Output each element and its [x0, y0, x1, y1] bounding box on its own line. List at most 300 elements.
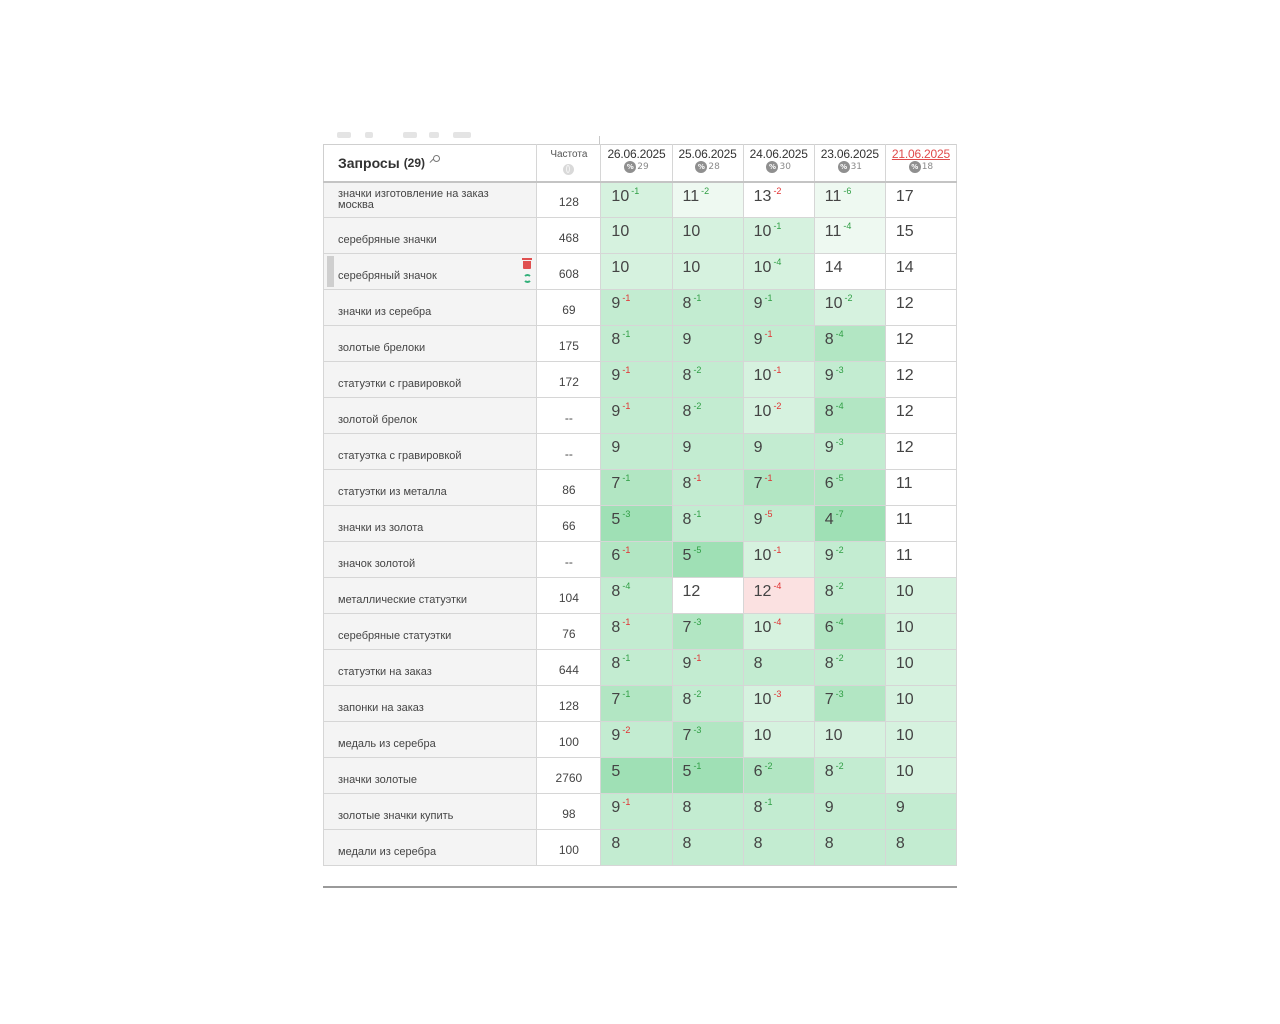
position-value-wrap: [896, 259, 914, 277]
position-cell[interactable]: [814, 254, 885, 290]
queries-count: (29): [403, 155, 426, 170]
position-value-wrap: [683, 835, 692, 853]
position-cell[interactable]: [601, 182, 672, 218]
queries-title: Запросы: [338, 154, 400, 171]
position-change: -1: [773, 545, 782, 555]
toolbar-strip: [323, 128, 957, 144]
position-change: -1: [764, 473, 773, 483]
query-cell[interactable]: [324, 506, 537, 542]
table-row: [324, 254, 957, 290]
position-value-wrap: [611, 727, 630, 745]
frequency-cell: 66: [537, 506, 601, 542]
position-cell[interactable]: [743, 326, 814, 362]
position-cell[interactable]: [814, 290, 885, 326]
position-cell[interactable]: [601, 254, 672, 290]
position-value: 8: [753, 835, 763, 852]
frequency-cell: --: [537, 434, 601, 470]
position-value: 10: [753, 259, 772, 276]
date-column-header[interactable]: [672, 145, 743, 182]
position-value-wrap: [896, 835, 905, 853]
position-cell[interactable]: [601, 830, 672, 866]
top-percent: [744, 161, 814, 174]
position-cell[interactable]: [885, 434, 956, 470]
query-cell[interactable]: [324, 398, 537, 434]
position-value-wrap: [611, 259, 629, 277]
position-cell[interactable]: [672, 794, 743, 830]
position-cell[interactable]: [672, 542, 743, 578]
position-cell[interactable]: [814, 542, 885, 578]
position-cell[interactable]: [885, 326, 956, 362]
query-cell[interactable]: [324, 614, 537, 650]
position-cell[interactable]: [601, 326, 672, 362]
query-text: статуэтки с гравировкой: [338, 378, 462, 390]
position-value: 9: [611, 295, 621, 312]
toolbar-ghost-icon[interactable]: [337, 132, 351, 138]
query-text: серебряные значки: [338, 234, 437, 246]
position-change: -1: [622, 689, 631, 699]
position-cell[interactable]: [601, 686, 672, 722]
position-cell[interactable]: [743, 758, 814, 794]
position-cell[interactable]: [743, 434, 814, 470]
position-cell[interactable]: [601, 758, 672, 794]
position-value-wrap: [825, 259, 843, 277]
queries-column-header[interactable]: [324, 145, 537, 182]
query-cell[interactable]: [324, 650, 537, 686]
position-value-wrap: [896, 727, 914, 745]
frequency-cell: 86: [537, 470, 601, 506]
position-value-wrap: [683, 547, 702, 565]
position-value: 10: [895, 691, 914, 708]
position-value-wrap: [611, 511, 630, 529]
position-value-wrap: [896, 475, 913, 493]
position-cell[interactable]: [885, 398, 956, 434]
position-value-wrap: [611, 619, 630, 637]
position-value: 7: [611, 691, 621, 708]
query-text: значки золотые: [338, 774, 418, 786]
position-change: -1: [773, 365, 782, 375]
position-value-wrap: [896, 223, 914, 241]
position-change: -1: [622, 473, 631, 483]
position-change: -1: [764, 329, 773, 339]
position-value: 9: [611, 403, 621, 420]
top-percent-value: 28: [708, 162, 720, 172]
position-value-wrap: [825, 403, 844, 421]
position-cell[interactable]: [601, 362, 672, 398]
position-cell[interactable]: [814, 398, 885, 434]
position-cell[interactable]: [814, 614, 885, 650]
position-value-wrap: [611, 331, 630, 349]
position-cell[interactable]: [601, 218, 672, 254]
position-value-wrap: [825, 727, 843, 745]
trash-icon[interactable]: [523, 258, 531, 268]
position-change: -5: [764, 509, 773, 519]
position-cell[interactable]: [814, 218, 885, 254]
position-value: 9: [682, 439, 692, 456]
query-text: значок золотой: [338, 558, 416, 570]
query-cell[interactable]: [324, 470, 537, 506]
toolbar-ghost-icon[interactable]: [429, 132, 439, 138]
position-cell[interactable]: [672, 218, 743, 254]
position-cell[interactable]: [601, 794, 672, 830]
position-value: 17: [895, 187, 914, 205]
position-value-wrap: [682, 185, 710, 206]
position-value-wrap: [611, 763, 620, 781]
table-row: [324, 506, 957, 542]
position-cell[interactable]: [672, 614, 743, 650]
position-value: 10: [753, 619, 772, 636]
position-value: 8: [682, 295, 692, 312]
search-icon[interactable]: [430, 155, 440, 165]
position-value-wrap: [683, 691, 702, 709]
date-column-header[interactable]: [885, 145, 956, 182]
position-value-wrap: [754, 763, 773, 781]
position-cell[interactable]: [601, 578, 672, 614]
position-cell[interactable]: [743, 794, 814, 830]
query-cell[interactable]: [324, 542, 537, 578]
position-value: 8: [753, 799, 763, 816]
position-value: 10: [895, 763, 914, 780]
position-cell[interactable]: [814, 362, 885, 398]
toolbar-ghost-icon[interactable]: [365, 132, 373, 138]
table-row: [324, 218, 957, 254]
position-cell[interactable]: [601, 506, 672, 542]
position-cell[interactable]: [885, 470, 956, 506]
position-cell[interactable]: [743, 254, 814, 290]
query-text: металлические статуэтки: [338, 594, 468, 606]
position-change: -4: [843, 221, 852, 231]
position-cell[interactable]: [885, 506, 956, 542]
position-change: -2: [773, 401, 782, 411]
position-cell[interactable]: [885, 542, 956, 578]
position-cell[interactable]: [743, 506, 814, 542]
position-cell[interactable]: [814, 686, 885, 722]
position-value-wrap: [611, 655, 630, 673]
position-change: -1: [693, 653, 702, 663]
position-cell[interactable]: [672, 434, 743, 470]
position-value: 11: [895, 475, 913, 492]
position-value: 8: [824, 655, 834, 672]
position-value: 8: [611, 619, 621, 636]
position-value: 10: [611, 223, 630, 240]
query-text: запонки на заказ: [338, 702, 424, 714]
frequency-column-header[interactable]: [537, 145, 601, 182]
query-cell[interactable]: [324, 686, 537, 722]
table-row: [324, 686, 957, 722]
position-change: -3: [835, 365, 844, 375]
position-cell[interactable]: [743, 578, 814, 614]
position-cell[interactable]: [885, 794, 956, 830]
position-value-wrap: [683, 295, 702, 313]
position-value-wrap: [896, 188, 914, 206]
position-cell[interactable]: [885, 614, 956, 650]
query-cell[interactable]: [324, 290, 537, 326]
position-cell[interactable]: [885, 218, 956, 254]
position-change: -4: [773, 617, 782, 627]
position-value-wrap: [611, 403, 630, 421]
toolbar-ghost-icon[interactable]: [453, 132, 471, 138]
position-change: -4: [773, 581, 782, 591]
position-value: 7: [682, 727, 692, 744]
position-change: -3: [622, 509, 631, 519]
position-cell[interactable]: [601, 398, 672, 434]
frequency-cell: 644: [537, 650, 601, 686]
position-value: 4: [824, 511, 834, 528]
top-percent-value: 29: [637, 162, 649, 172]
position-cell[interactable]: [672, 326, 743, 362]
position-value-wrap: [896, 583, 914, 601]
position-cell[interactable]: [814, 506, 885, 542]
position-value: 9: [682, 331, 692, 348]
position-cell[interactable]: [814, 434, 885, 470]
position-value-wrap: [611, 835, 620, 853]
query-text: статуэтка с гравировкой: [338, 450, 462, 462]
position-value-wrap: [611, 367, 630, 385]
position-cell[interactable]: [601, 470, 672, 506]
positions-table: [323, 144, 957, 866]
position-cell[interactable]: [743, 686, 814, 722]
position-cell[interactable]: [743, 542, 814, 578]
position-change: -1: [693, 293, 702, 303]
position-change: -1: [693, 509, 702, 519]
position-cell[interactable]: [885, 650, 956, 686]
position-change: -4: [835, 329, 844, 339]
position-change: -2: [844, 293, 853, 303]
query-cell[interactable]: [324, 218, 537, 254]
table-row: [324, 578, 957, 614]
percent-icon: %: [695, 161, 707, 173]
position-value: 12: [753, 583, 772, 600]
position-cell[interactable]: [885, 254, 956, 290]
position-change: -2: [835, 761, 844, 771]
query-cell[interactable]: [324, 722, 537, 758]
position-cell[interactable]: [743, 290, 814, 326]
position-value: 10: [895, 619, 914, 636]
position-value-wrap: [825, 655, 844, 673]
position-change: -4: [835, 401, 844, 411]
position-value: 14: [824, 259, 843, 276]
position-change: -2: [835, 653, 844, 663]
position-cell[interactable]: [814, 182, 885, 218]
position-value: 8: [682, 511, 692, 528]
toolbar-ghost-icon[interactable]: [403, 132, 417, 138]
position-cell[interactable]: [601, 542, 672, 578]
position-value-wrap: [754, 259, 782, 277]
position-cell[interactable]: [885, 182, 956, 218]
position-value-wrap: [683, 619, 702, 637]
position-value-wrap: [754, 691, 782, 709]
position-cell[interactable]: [814, 758, 885, 794]
position-change: -7: [835, 509, 844, 519]
position-value: 10: [753, 691, 772, 708]
position-value-wrap: [896, 295, 914, 313]
query-cell[interactable]: [324, 182, 537, 218]
position-change: -2: [701, 185, 710, 196]
position-cell[interactable]: [814, 326, 885, 362]
table-row: [324, 326, 957, 362]
frequency-cell: 69: [537, 290, 601, 326]
position-cell[interactable]: [885, 758, 956, 794]
query-text: значки из золота: [338, 522, 424, 534]
position-cell[interactable]: [814, 830, 885, 866]
position-cell[interactable]: [601, 290, 672, 326]
position-cell[interactable]: [885, 722, 956, 758]
position-cell[interactable]: [885, 686, 956, 722]
date-column-header[interactable]: [743, 145, 814, 182]
position-value: 10: [753, 367, 772, 384]
position-cell[interactable]: [672, 686, 743, 722]
position-cell[interactable]: [672, 506, 743, 542]
refresh-icon[interactable]: [523, 274, 532, 283]
position-value-wrap: [825, 763, 844, 781]
query-text: золотые значки купить: [338, 810, 454, 822]
position-cell[interactable]: [743, 830, 814, 866]
position-value: 9: [895, 799, 905, 816]
position-cell[interactable]: [743, 614, 814, 650]
position-value: 6: [824, 475, 834, 492]
date-column-header[interactable]: [601, 145, 672, 182]
position-value: 14: [895, 259, 914, 276]
position-value: 7: [682, 619, 692, 636]
position-cell[interactable]: [814, 470, 885, 506]
top-percent: [886, 161, 956, 174]
query-text: золотые брелоки: [338, 342, 426, 354]
position-value: 8: [611, 655, 621, 672]
position-change: -1: [764, 797, 773, 807]
percent-icon: %: [909, 161, 921, 173]
position-change: -1: [622, 653, 631, 663]
position-value: 10: [682, 259, 701, 276]
query-text: медаль из серебра: [338, 738, 436, 750]
position-value: 9: [753, 331, 763, 348]
date-label[interactable]: 21.06.2025: [891, 147, 950, 161]
frequency-cell: 2760: [537, 758, 601, 794]
position-cell[interactable]: [672, 470, 743, 506]
position-cell[interactable]: [814, 578, 885, 614]
position-cell[interactable]: [672, 830, 743, 866]
position-cell[interactable]: [601, 722, 672, 758]
position-cell[interactable]: [885, 578, 956, 614]
position-value-wrap: [753, 185, 782, 206]
table-body: [324, 182, 957, 866]
frequency-cell: 100: [537, 830, 601, 866]
position-value: 9: [824, 367, 834, 384]
position-cell[interactable]: [814, 722, 885, 758]
position-value-wrap: [611, 185, 640, 206]
query-cell[interactable]: [324, 578, 537, 614]
position-cell[interactable]: [672, 398, 743, 434]
position-change: -2: [764, 761, 773, 771]
position-value: 9: [611, 367, 621, 384]
position-value: 9: [753, 511, 763, 528]
frequency-cell: 100: [537, 722, 601, 758]
position-change: -3: [835, 437, 844, 447]
position-value: 10: [682, 223, 701, 240]
position-cell[interactable]: [743, 182, 814, 218]
position-value: 12: [895, 295, 914, 312]
position-cell[interactable]: [814, 650, 885, 686]
position-cell[interactable]: [672, 182, 743, 218]
position-value-wrap: [896, 619, 914, 637]
top-percent: [815, 161, 885, 174]
table-row: [324, 794, 957, 830]
position-cell[interactable]: [672, 650, 743, 686]
position-cell[interactable]: [743, 470, 814, 506]
position-value: 10: [611, 187, 630, 205]
position-change: -4: [622, 581, 631, 591]
date-column-header[interactable]: [814, 145, 885, 182]
date-label: 24.06.2025: [749, 147, 808, 161]
position-cell[interactable]: [743, 218, 814, 254]
query-cell[interactable]: [324, 254, 537, 290]
query-cell[interactable]: [324, 794, 537, 830]
position-cell[interactable]: [743, 398, 814, 434]
globe-icon[interactable]: [563, 164, 574, 175]
position-cell[interactable]: [601, 650, 672, 686]
query-cell[interactable]: [324, 830, 537, 866]
position-value: 8: [824, 763, 834, 780]
position-cell[interactable]: [743, 362, 814, 398]
position-change: -2: [693, 365, 702, 375]
position-cell[interactable]: [743, 722, 814, 758]
position-value-wrap: [825, 295, 853, 313]
position-value-wrap: [683, 583, 701, 601]
position-cell[interactable]: [672, 254, 743, 290]
frequency-label: Частота: [550, 149, 588, 160]
position-value-wrap: [683, 367, 702, 385]
table-row: [324, 434, 957, 470]
position-value-wrap: [683, 223, 701, 241]
query-cell[interactable]: [324, 434, 537, 470]
table-row: [324, 398, 957, 434]
position-value-wrap: [825, 223, 852, 241]
position-value-wrap: [896, 367, 914, 385]
position-value-wrap: [754, 403, 782, 421]
position-cell[interactable]: [814, 794, 885, 830]
position-cell[interactable]: [672, 722, 743, 758]
position-cell[interactable]: [672, 362, 743, 398]
position-cell[interactable]: [601, 434, 672, 470]
position-change: -2: [835, 581, 844, 591]
position-cell[interactable]: [885, 290, 956, 326]
query-cell[interactable]: [324, 758, 537, 794]
position-cell[interactable]: [601, 614, 672, 650]
position-value-wrap: [896, 799, 905, 817]
frequency-cell: 175: [537, 326, 601, 362]
position-value: 10: [753, 547, 772, 564]
position-cell[interactable]: [743, 650, 814, 686]
position-value-wrap: [754, 727, 772, 745]
position-change: -1: [773, 221, 782, 231]
position-cell[interactable]: [885, 830, 956, 866]
position-cell[interactable]: [672, 290, 743, 326]
table-row: [324, 830, 957, 866]
position-change: -4: [835, 617, 844, 627]
table-row: [324, 650, 957, 686]
position-value: 10: [753, 223, 772, 240]
position-change: -3: [693, 725, 702, 735]
position-cell[interactable]: [885, 362, 956, 398]
position-change: -3: [693, 617, 702, 627]
position-cell[interactable]: [672, 758, 743, 794]
query-cell[interactable]: [324, 362, 537, 398]
position-value-wrap: [683, 511, 702, 529]
position-value: 10: [753, 727, 772, 744]
position-value: 8: [611, 583, 621, 600]
positions-table-panel: [323, 128, 957, 888]
position-cell[interactable]: [672, 578, 743, 614]
frequency-cell: 76: [537, 614, 601, 650]
query-cell[interactable]: [324, 326, 537, 362]
